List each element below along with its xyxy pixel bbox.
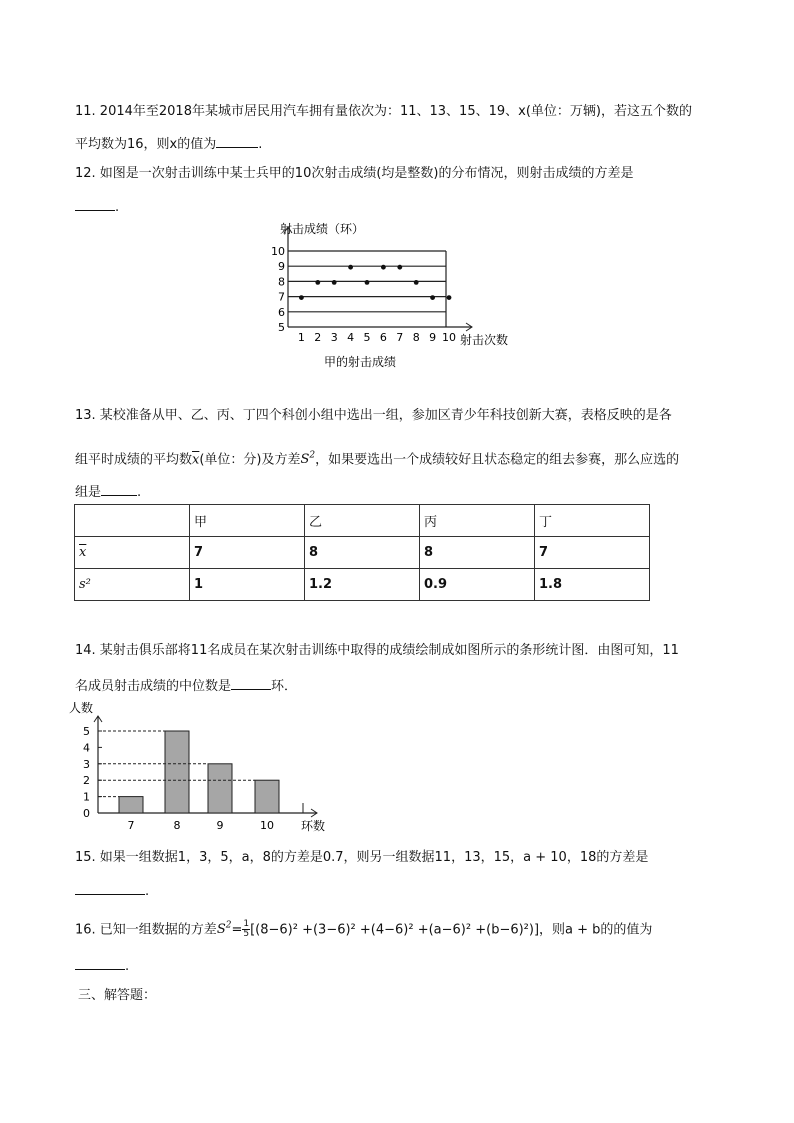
q15-line2-end: .	[145, 884, 150, 899]
chart12-point	[397, 265, 402, 270]
table-cell: 7	[535, 537, 650, 569]
q13-line1: 13. 某校准备从甲、乙、丙、丁四个科创小组中选出一组，参加区青少年科技创新大赛，表格反映的是各	[75, 408, 672, 423]
chart14-bar	[165, 731, 189, 813]
q13-line2-pre: 组平时成绩的平均数	[75, 452, 193, 468]
chart12-xtick-label: 10	[442, 331, 456, 344]
q12-answer-blank	[75, 196, 115, 211]
chart12-xtick-label: 7	[396, 331, 404, 344]
table-header-cell: 乙	[305, 505, 420, 537]
chart14-ytick-label: 5	[83, 725, 90, 738]
table-row	[75, 537, 650, 569]
q15-line1: 15. 如果一组数据1，3，5，a，8的方差是0.7，则另一组数据11，13，15，a + 10，18的方差是	[75, 850, 649, 865]
q13-line2-post: ，如果要选出一个成绩较好且状态稳定的组去参赛，那么应选的	[315, 452, 680, 468]
mean-row-symbol: $\overline{x}$	[79, 545, 87, 560]
mean-row-label	[75, 537, 190, 569]
chart12-xtick-label: 9	[429, 331, 437, 344]
chart12-ytick-label: 9	[278, 260, 285, 274]
bar-chart-scores	[65, 698, 345, 838]
chart12-point	[365, 280, 370, 285]
table-cell: 0.9	[420, 569, 535, 601]
chart12-xtick-label: 1	[297, 331, 305, 344]
chart12-xtick-label: 8	[412, 331, 420, 344]
q13-line3-pre: 组是	[75, 485, 102, 500]
q11-line1: 11. 2014年至2018年某城市居民用汽车拥有量依次为：11、13、15、19、x(单位：万辆)，若这五个数的	[75, 104, 692, 119]
q13-line2-mid: (单位：分)及方差	[199, 452, 301, 468]
variance-symbol: $S^2$	[300, 451, 316, 468]
q14-answer-blank	[231, 675, 271, 690]
chart14-ytick-label: 1	[83, 790, 90, 804]
q11-line2	[75, 133, 262, 154]
q13-line3	[75, 481, 141, 502]
table-header-cell: 丙	[420, 505, 535, 537]
chart12-xtick-label: 4	[347, 331, 355, 344]
table-cell: 8	[420, 537, 535, 569]
chart12-xtick-label: 2	[314, 331, 322, 344]
group-scores-table	[74, 504, 650, 601]
chart14-category-label: 9	[216, 819, 224, 832]
q16-formula: [(8−6)² +(3−6)² +(4−6)² +(a−6)² +(b−6)²)]，则a + b的的值为	[250, 922, 653, 938]
chart12-point	[348, 265, 353, 270]
q11-answer-blank	[216, 133, 258, 148]
chart14-ytick-label: 3	[83, 757, 90, 771]
q16-pre: 16. 已知一组数据的方差	[75, 922, 217, 938]
equals-sign: =	[231, 922, 243, 938]
chart12-ytick-label: 6	[278, 305, 285, 319]
q16-answer-blank	[75, 955, 125, 970]
chart14-category-label: 10	[260, 819, 274, 832]
chart12-point	[315, 280, 320, 285]
chart14-xlabel: 环数	[301, 819, 326, 833]
chart14-ytick-label: 2	[83, 774, 90, 788]
q15-answer-blank	[75, 880, 145, 895]
q12-line2-end: .	[115, 200, 120, 215]
chart12-xtick-label: 5	[363, 331, 371, 344]
table-cell: 1	[190, 569, 305, 601]
chart12-point	[299, 295, 304, 300]
variance-symbol-16: $S^2$	[216, 921, 232, 938]
chart14-bar	[208, 764, 232, 813]
q16-line2-end: .	[125, 959, 130, 974]
q11-line2-end: .	[258, 137, 263, 152]
chart12-ytick-label: 5	[278, 321, 285, 334]
table-header-cell: 甲	[190, 505, 305, 537]
q14-line2	[75, 675, 297, 696]
q16-line1	[75, 917, 652, 939]
q12-line1: 12. 如图是一次射击训练中某士兵甲的10次射击成绩(均是整数)的分布情况，则射击成绩的方差是	[75, 166, 634, 181]
chart14-bar	[255, 780, 279, 813]
chart12-point	[381, 265, 386, 270]
chart12-point	[332, 280, 337, 285]
chart14-category-label: 7	[127, 819, 135, 832]
chart12-caption: 甲的射击成绩	[324, 355, 397, 369]
table-cell: 1.2	[305, 569, 420, 601]
fraction-denominator: 5	[243, 929, 250, 940]
q14-line1: 14. 某射击俱乐部将11名成员在某次射击训练中取得的成绩绘制成如图所示的条形统计图．由图可知，11	[75, 643, 679, 658]
table-cell: 8	[305, 537, 420, 569]
chart12-ytick-label: 8	[278, 275, 285, 289]
q13-line2	[75, 447, 679, 469]
table-header-row	[75, 505, 650, 537]
table-header-cell	[75, 505, 190, 537]
mean-symbol: $\overline{x}$	[192, 452, 200, 468]
chart14-ylabel: 人数	[69, 701, 94, 715]
shooting-scores-chart	[260, 215, 530, 375]
chart12-ytick-label: 7	[278, 290, 285, 304]
fraction-one-fifth	[242, 920, 250, 939]
table-cell: 1.8	[535, 569, 650, 601]
q14-line2-end: 环．	[271, 679, 298, 694]
q13-answer-blank	[101, 481, 137, 496]
q11-line2-text: 平均数为16，则x的值为	[75, 137, 217, 152]
chart12-point	[447, 295, 452, 300]
variance-row-label	[75, 569, 190, 601]
variance-row-symbol: s²	[79, 577, 91, 592]
chart12-point	[430, 295, 435, 300]
table-header-cell: 丁	[535, 505, 650, 537]
chart14-ytick-label: 0	[83, 807, 90, 820]
fraction-numerator: 1	[243, 919, 250, 930]
chart14-ytick-label: 4	[83, 741, 90, 755]
chart12-point	[414, 280, 419, 285]
section-title: 三、解答题：	[78, 988, 157, 1003]
q15-line2	[75, 880, 149, 901]
q16-line2	[75, 955, 129, 976]
q12-line2	[75, 196, 119, 217]
chart14-category-label: 8	[173, 819, 181, 832]
chart12-xlabel: 射击次数	[460, 333, 509, 347]
q14-line2-pre: 名成员射击成绩的中位数是	[75, 679, 232, 694]
table-cell: 7	[190, 537, 305, 569]
chart12-ylabel: 射击成绩（环）	[280, 222, 365, 236]
chart14-bar	[119, 797, 143, 813]
chart12-ytick-label: 10	[271, 245, 285, 258]
table-row	[75, 569, 650, 601]
q13-line3-end: .	[137, 485, 142, 500]
chart12-xtick-label: 3	[330, 331, 338, 344]
chart12-xtick-label: 6	[379, 331, 387, 344]
